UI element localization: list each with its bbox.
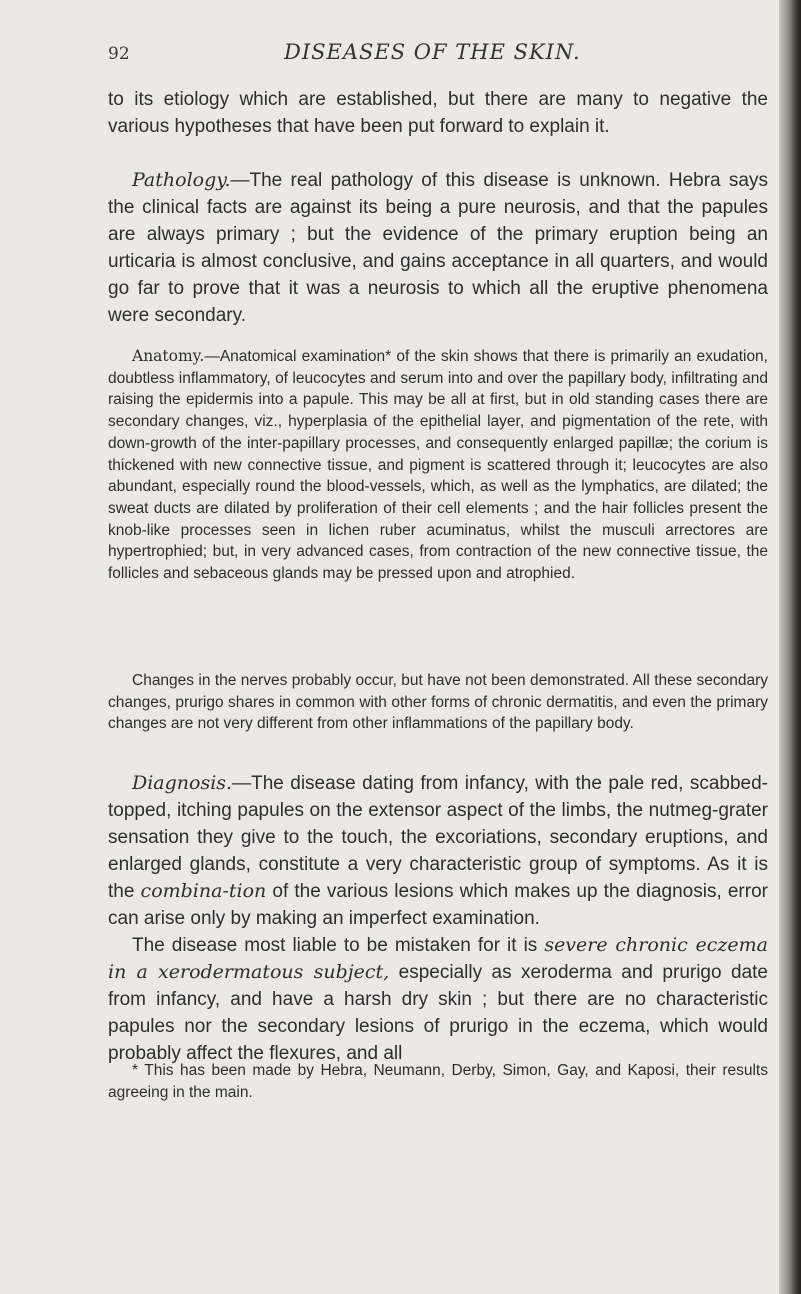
diagnosis-paragraph — [108, 770, 768, 932]
page-header — [108, 38, 748, 68]
anatomy-heading: Anatomy. — [132, 347, 205, 365]
running-head: DISEASES OF THE SKIN. — [284, 40, 581, 64]
intro-text: to its etiology which are established, but there are many to negative the various hypotheses that have been put forward to explain it. — [108, 89, 768, 137]
diagnosis-emphasis-2: severe chronic eczema in a xerodermatous subject, — [108, 934, 768, 983]
intro-paragraph — [108, 86, 768, 140]
anatomy-paragraph — [108, 346, 768, 585]
anatomy-text-2: Changes in the nerves probably occur, but have not been demonstrated. All these secondary changes, prurigo shares in common with other forms of chronic dermatitis, and even the primary changes are not very different from other inflammations of the papillary body. — [108, 672, 768, 733]
footnote — [108, 1060, 768, 1103]
book-binding-edge — [779, 0, 801, 1294]
pathology-heading: Pathology. — [132, 169, 231, 191]
diagnosis-paragraph-2 — [108, 932, 768, 1067]
anatomy-paragraph-2 — [108, 670, 768, 735]
pathology-paragraph — [108, 167, 768, 329]
diagnosis-heading: Diagnosis. — [132, 772, 233, 794]
footnote-text: * This has been made by Hebra, Neumann, Derby, Simon, Gay, and Kaposi, their results agreeing in the main. — [108, 1062, 768, 1101]
pathology-text: —The real pathology of this disease is unknown. Hebra says the clinical facts are against its being a pure neurosis, and that the papules are always primary ; but the evidence of the primary eruption being an urticaria is almost conclusive, and gains acceptance in all quarters, and would go far to prove that it was a neurosis to which all the eruptive phenomena were secondary. — [108, 170, 768, 326]
diagnosis-text-a: —The disease dating from infancy, with the pale red, scabbed-topped, itching papules on the extensor aspect of the limbs, the nutmeg-grater sensation they give to the touch, the excoriations, secondary eruptions, and enlarged glands, constitute a very characteristic group of symptoms. As it is the — [108, 773, 768, 902]
anatomy-text: —Anatomical examination* of the skin shows that there is primarily an exudation, doubtless inflammatory, of leucocytes and serum into and over the papillary body, infiltrating and raising the epidermis into a papule. This may be all at first, but in old standing cases there are secondary changes, viz., hyperplasia of the epithelial layer, and pigmentation of the rete, with down-growth of the inter-papillary processes, and consequently enlarged papillæ; the corium is thickened with new connective tissue, and pigment is scattered through it; leucocytes are also abundant, especially round the blood-vessels, which, as well as the lymphatics, are dilated; the sweat ducts are dilated by proliferation of their cell elements ; and the hair follicles present the knob-like processes seen in lichen ruber acuminatus, whilst the musculi arrectores are hypertrophied; but, in very advanced cases, from contraction of the new connective tissue, the follicles and sebaceous glands may be pressed upon and atrophied. — [108, 348, 768, 583]
diagnosis-text2-b: especially as xeroderma and prurigo date from infancy, and have a harsh dry skin ; but there are no characteristic papules nor the secondary lesions of prurigo in the eczema, which would probably affect the flexures, and all — [108, 962, 768, 1064]
page-number: 92 — [108, 44, 130, 64]
diagnosis-text2-a: The disease most liable to be mistaken for it is — [132, 935, 545, 956]
diagnosis-emphasis-1: combina-tion — [140, 880, 267, 902]
diagnosis-text-b: of the various lesions which makes up the diagnosis, error can arise only by making an imperfect examination. — [108, 881, 768, 929]
